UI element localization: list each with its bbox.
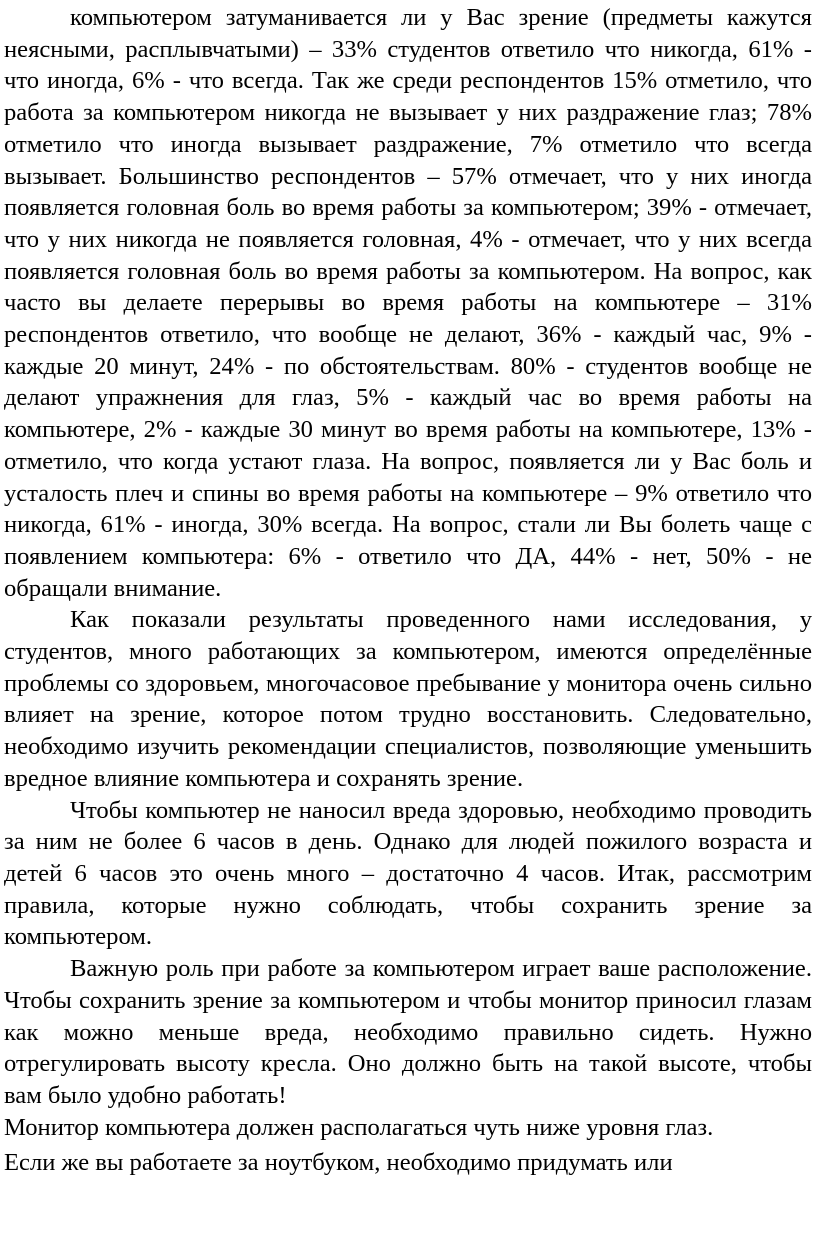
- line-monitor-position: Монитор компьютера должен располагаться чуть ниже уровня глаз.: [4, 1113, 714, 1141]
- paragraph-screen-time: Чтобы компьютер не наносил вреда здоровью, необходимо проводить за ним не более 6 часов в день. Однако для людей пожилого возраста и детей 6 часов это очень много – достаточно 4 часов. Итак, рассмотрим правила, которые нужно соблюдать, чтобы сохранить зрение за компьютером.: [4, 796, 812, 951]
- paragraph-survey-results: компьютером затуманивается ли у Вас зрение (предметы кажутся неясными, расплывчатыми) – 33% студентов ответило что никогда, 61% - что иногда, 6% - что всегда. Так же среди респондентов 15% отметило, что работа за компьютером никогда не вызывает у них раздражение глаз; 78% отметило что иногда вызывает раздражение, 7% отметило что всегда вызывает. Большинство респондентов – 57% отмечает, что у них иногда появляется головная боль во время работы за компьютером; 39% - отмечает, что у них никогда не появляется головная, 4% - отмечает, что у них всегда появляется головная боль во время работы за компьютером. На вопрос, как часто вы делаете перерывы во время работы на компьютере – 31% респондентов ответило, что вообще не делают, 36% - каждый час, 9% - каждые 20 минут, 24% - по обстоятельствам. 80% - студентов вообще не делают упражнения для глаз, 5% - каждый час во время работы на компьютере, 2% - каждые 30 минут во время работы на компьютере, 13% - отметило, что когда устают глаза. На вопрос, появляется ли у Вас боль и усталость плеч и спины во время работы на компьютере – 9% ответило что никогда, 61% - иногда, 30% всегда. На вопрос, стали ли Вы болеть чаще с появлением компьютера: 6% - ответило что ДА, 44% - нет, 50% - не обращали внимание.: [4, 4, 812, 602]
- line-laptop-usage: Если же вы работаете за ноутбуком, необходимо придумать или: [4, 1149, 673, 1177]
- paragraph-seating-position: Важную роль при работе за компьютером играет ваше расположение. Чтобы сохранить зрение за компьютером и чтобы монитор приносил глазам как можно меньше вреда, необходимо правильно сидеть. Нужно отрегулировать высоту кресла. Оно должно быть на такой высоте, чтобы вам было удобно работать!: [4, 955, 812, 1109]
- paragraph-research-conclusion: Как показали результаты проведенного нами исследования, у студентов, много работающих за компьютером, имеются определённые проблемы со здоровьем, многочасовое пребывание у монитора очень сильно влияет на зрение, которое потом трудно восстановить. Следовательно, необходимо изучить рекомендации специалистов, позволяющие уменьшить вредное влияние компьютера и сохранять зрение.: [4, 606, 812, 792]
- document-page: [4, 0, 812, 1233]
